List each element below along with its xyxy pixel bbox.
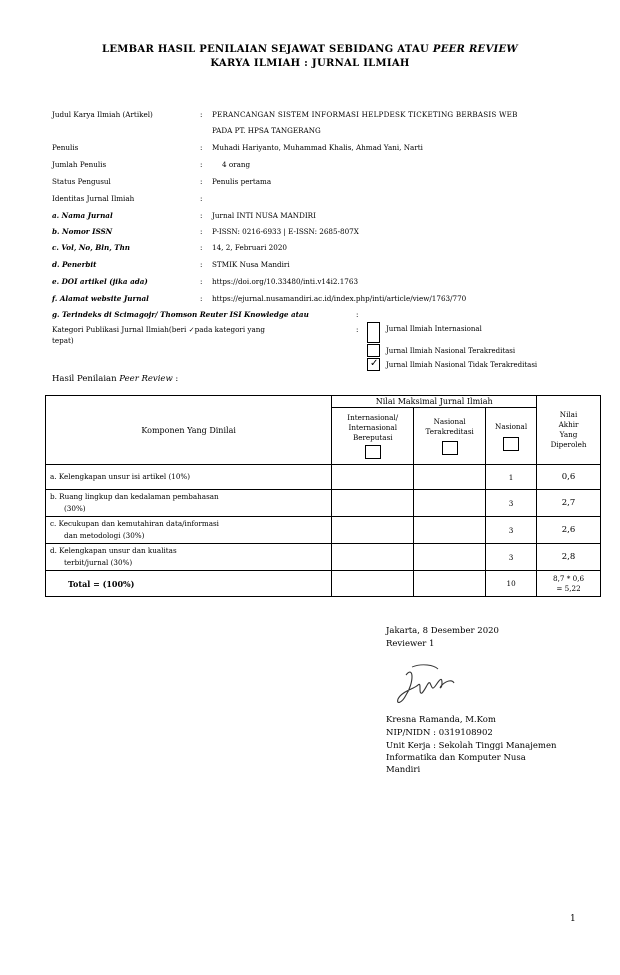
field-value-doi: https://doi.org/10.33480/inti.v14i2.1763 [212,277,359,286]
header-max-score: Nilai Maksimal Jurnal Ilmiah [332,396,537,408]
page-number: 1 [570,914,576,924]
header-national-accredited: Nasional Terakreditasi [414,408,486,465]
field-label-identity: Identitas Jurnal Ilmiah [52,194,135,203]
field-label-volume: c. Vol, No, Bln, Thn [52,243,131,252]
reviewer-nip: NIP/NIDN : 0319108902 [386,728,493,738]
field-value-title: PERANCANGAN SISTEM INFORMASI HELPDESK TICKETING BERBASIS WEB [212,110,518,119]
check-mark-icon: ✓ [370,358,379,369]
title-line1-italic: PEER REVIEW [432,44,518,55]
assessment-table [45,395,601,597]
reviewer-label: Reviewer 1 [386,639,435,649]
field-label-indexed: g. Terindeks di Scimagojr/ Thomson Reuter ISI Knowledge atau [52,310,309,319]
place-date: Jakarta, 8 Desember 2020 [386,626,499,636]
signature-image [392,655,462,710]
reviewer-unit-cont2: Mandiri [386,765,421,775]
table-row: d. Kelengkapan unsur dan kualitas terbit/jurnal (30%) 3 2,8 [46,544,601,571]
header-international-box [365,445,381,459]
category-checkbox-national-unaccredited[interactable] [367,358,380,371]
row-label: b. Ruang lingkup dan kedalaman pembahasan (30%) [46,490,332,517]
field-value-issn: P-ISSN: 0216-6933 | E-ISSN: 2685-807X [212,227,359,236]
title-line1: LEMBAR HASIL PENILAIAN SEJAWAT SEBIDANG ATAU [102,44,430,55]
table-row-total: Total = (100%) 10 8,7 * 0,6 = 5,22 [46,571,601,597]
field-label-authors: Penulis [52,143,79,152]
table-row: a. Kelengkapan unsur isi artikel (10%) 1 0,6 [46,465,601,490]
field-value-author-count: 4 orang [222,160,251,169]
page-title [0,44,620,55]
category-option-national-unaccredited: Jurnal Ilmiah Nasional Tidak Terakreditasi [386,361,538,369]
category-checkbox-national-accredited[interactable] [367,344,380,357]
category-checkbox-international[interactable] [367,322,380,343]
header-national-accredited-box [442,441,458,455]
table-row: b. Ruang lingkup dan kedalaman pembahasan (30%) 3 2,7 [46,490,601,517]
field-label-author-count: Jumlah Penulis [52,160,107,169]
header-international: Internasional/ Internasional Bereputasi [332,408,414,465]
category-option-international: Jurnal Ilmiah Internasional [386,325,482,333]
header-final-score: Nilai Akhir Yang Diperoleh [537,396,601,465]
page-subtitle: KARYA ILMIAH : JURNAL ILMIAH [210,58,410,69]
field-label-status: Status Pengusul [52,177,111,186]
field-value-volume: 14, 2, Februari 2020 [212,243,287,252]
reviewer-unit: Unit Kerja : Sekolah Tinggi Manajemen [386,741,557,751]
field-label-publisher: d. Penerbit [52,260,97,269]
review-label: Hasil Penilaian Peer Review : [52,374,179,384]
table-row: c. Kecukupan dan kemutahiran data/informasi dan metodologi (30%) 3 2,6 [46,517,601,544]
field-value-journal-name: Jurnal INTI NUSA MANDIRI [212,211,316,220]
field-value-publisher: STMIK Nusa Mandiri [212,260,290,269]
field-label-doi: e. DOI artikel (jika ada) [52,277,148,286]
field-label-website: f. Alamat website Jurnal [52,294,149,303]
reviewer-name: Kresna Ramanda, M.Kom [386,715,496,725]
header-national: Nasional [486,408,537,465]
category-label: Kategori Publikasi Jurnal Ilmiah(beri ✓pada kategori yang [52,325,265,334]
field-label-issn: b. Nomor ISSN [52,227,113,236]
category-label-cont: tepat) [52,336,74,345]
header-national-box [503,437,519,451]
field-value-title-cont: PADA PT. HPSA TANGERANG [212,126,321,135]
row-label: a. Kelengkapan unsur isi artikel (10%) [46,465,332,490]
row-label: d. Kelengkapan unsur dan kualitas terbit/jurnal (30%) [46,544,332,571]
field-value-authors: Muhadi Hariyanto, Muhammad Khalis, Ahmad Yani, Narti [212,143,423,152]
header-component: Komponen Yang Dinilai [46,396,332,465]
reviewer-unit-cont: Informatika dan Komputer Nusa [386,753,526,763]
field-label-journal-name: a. Nama Jurnal [52,211,113,220]
field-value-website: https://ejurnal.nusamandiri.ac.id/index.php/inti/article/view/1763/770 [212,294,467,303]
field-label-title: Judul Karya Ilmiah (Artikel) [52,110,153,119]
row-label: c. Kecukupan dan kemutahiran data/informasi dan metodologi (30%) [46,517,332,544]
field-value-status: Penulis pertama [212,177,272,186]
category-option-national-accredited: Jurnal Ilmiah Nasional Terakreditasi [386,347,516,355]
